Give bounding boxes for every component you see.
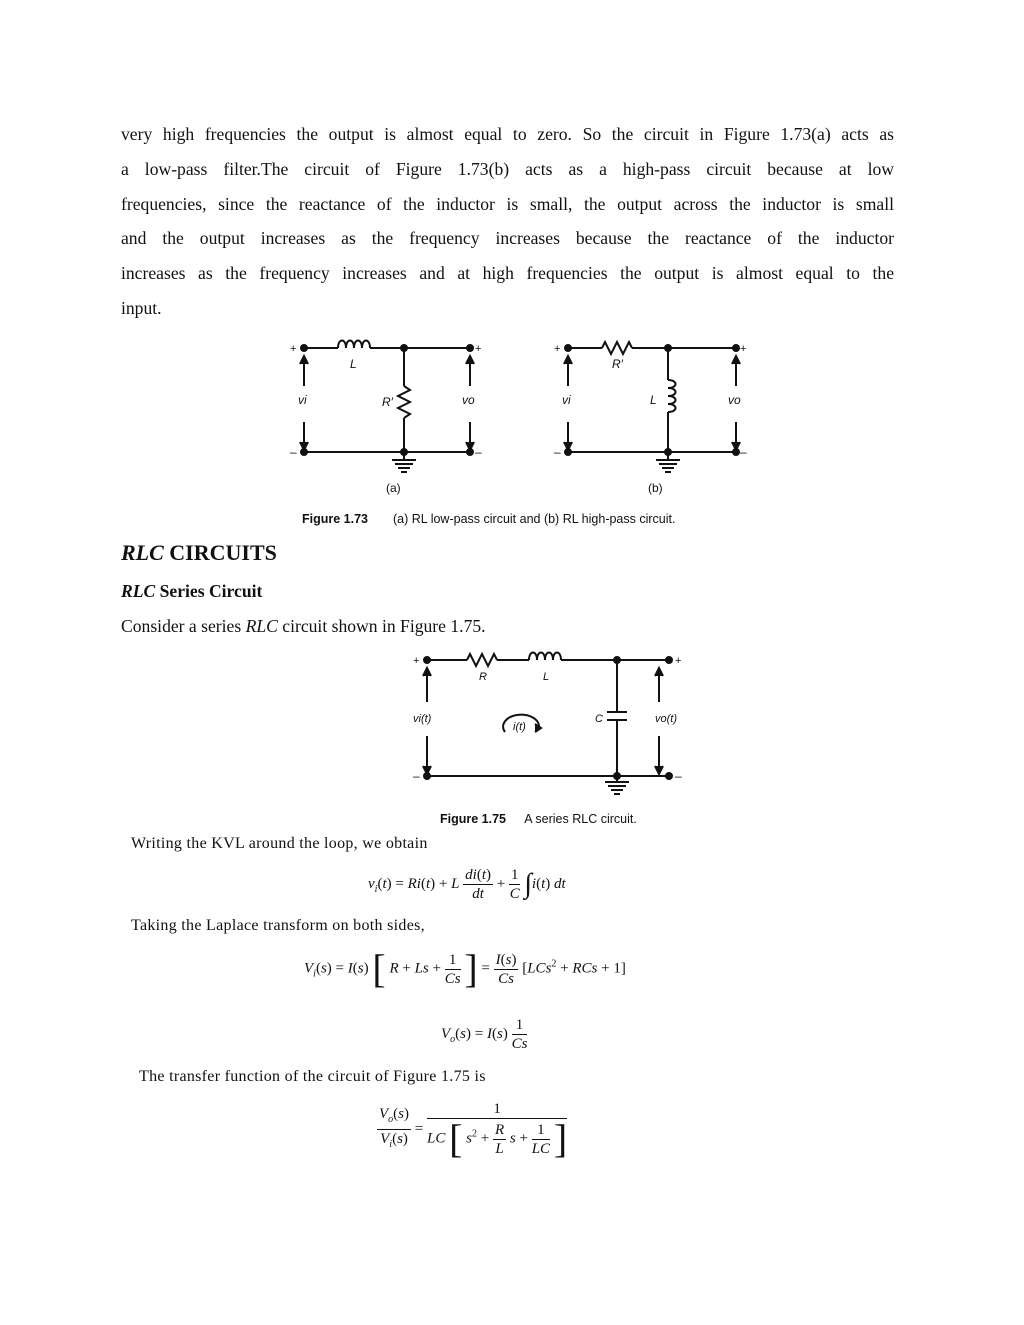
output-label: vo xyxy=(462,393,475,407)
svg-text:–: – xyxy=(675,769,682,783)
figure-1-73-diagram xyxy=(280,330,760,500)
paragraph-line: increases as the frequency increases and at high frequencies the output is almost equal to the xyxy=(121,263,894,284)
transfer-sentence: The transfer function of the circuit of Figure 1.75 is xyxy=(139,1068,486,1085)
inductor-label: L xyxy=(650,393,657,407)
input-label: vi(t) xyxy=(413,713,432,725)
circuit-a xyxy=(290,341,482,496)
resistor-symbol xyxy=(467,654,497,666)
laplace-sentence: Taking the Laplace transform on both sides, xyxy=(131,917,425,934)
resistor-symbol xyxy=(602,342,632,354)
output-label: vo xyxy=(728,393,741,407)
svg-text:+: + xyxy=(413,655,420,667)
capacitor-label: C xyxy=(595,713,603,725)
svg-text:+: + xyxy=(290,343,297,355)
kvl-sentence: Writing the KVL around the loop, we obtain xyxy=(131,835,428,852)
figure-1-75-caption xyxy=(440,812,637,826)
inductor-symbol xyxy=(529,653,561,661)
resistor-label: R xyxy=(479,671,487,683)
inductor-label: L xyxy=(350,357,357,371)
figure-1-75-diagram xyxy=(405,648,695,800)
section-heading: RLC CIRCUITS xyxy=(121,540,277,565)
transfer-function-equation: $\frac{V_o(s)}{V_i(s)}$ = 1 LC [ $s^2$ + $\frac{R}{L}$ s + $\frac{1}{LC}$ ] xyxy=(379,1101,568,1161)
caption-number: Figure 1.73 xyxy=(302,512,368,526)
paragraph-line: input. xyxy=(121,297,162,318)
resistor-label: R′ xyxy=(382,395,393,409)
svg-text:–: – xyxy=(413,769,420,783)
paragraph-line: a low-pass filter.The circuit of Figure 1.73(b) acts as a high-pass circuit because at low xyxy=(121,158,894,179)
svg-text:–: – xyxy=(554,445,561,459)
svg-text:–: – xyxy=(290,445,297,459)
output-label: vo(t) xyxy=(655,713,677,725)
svg-text:+: + xyxy=(740,343,747,355)
circuit-b-sublabel: (b) xyxy=(648,481,663,495)
input-label: vi xyxy=(298,393,307,407)
input-label: vi xyxy=(562,393,571,407)
svg-text:+: + xyxy=(554,343,561,355)
inductor-label: L xyxy=(543,671,550,683)
subsection-heading: RLC Series Circuit xyxy=(121,581,263,601)
laplace-equation: $V_i(s) = I(s)$ [ R + Ls + $\frac{1}{Cs}$ ] = $\frac{I(s)}{Cs}$ [LCs$^2$ + RCs + 1] xyxy=(304,946,626,991)
svg-text:+: + xyxy=(675,655,682,667)
inductor-symbol xyxy=(338,341,370,349)
output-voltage-equation: $V_o(s) = I(s)$ $\frac{1}{Cs}$ xyxy=(441,1017,528,1052)
paragraph-line: frequencies, since the reactance of the inductor is small, the output across the inductor is small xyxy=(121,193,894,214)
caption-text: A series RLC circuit. xyxy=(524,812,637,826)
svg-text:–: – xyxy=(475,445,482,459)
paragraph-line: very high frequencies the output is almost equal to zero. So the circuit in Figure 1.73(a) acts as xyxy=(121,124,894,144)
resistor-label: R′ xyxy=(612,357,623,371)
circuit-a-sublabel: (a) xyxy=(386,481,401,495)
resistor-symbol xyxy=(398,386,410,418)
svg-text:+: + xyxy=(475,343,482,355)
figure-1-73-caption xyxy=(302,512,675,526)
caption-number: Figure 1.75 xyxy=(440,812,506,826)
svg-text:–: – xyxy=(740,445,747,459)
caption-text: (a) RL low-pass circuit and (b) RL high-pass circuit. xyxy=(392,512,676,526)
intro-sentence: Consider a series RLC circuit shown in Figure 1.75. xyxy=(121,616,486,636)
circuit-b xyxy=(554,342,747,495)
kvl-equation: $v_i(t) = Ri(t) + L$ $\frac{di(t)}{dt}$ + $\frac{1}{C}$ ∫i(t) dt xyxy=(368,867,566,902)
current-label: i(t) xyxy=(513,721,526,733)
paragraph-line: and the output increases as the frequency increases because the reactance of the inductor xyxy=(121,228,894,249)
inductor-symbol xyxy=(668,380,676,412)
body-paragraph xyxy=(121,117,894,326)
